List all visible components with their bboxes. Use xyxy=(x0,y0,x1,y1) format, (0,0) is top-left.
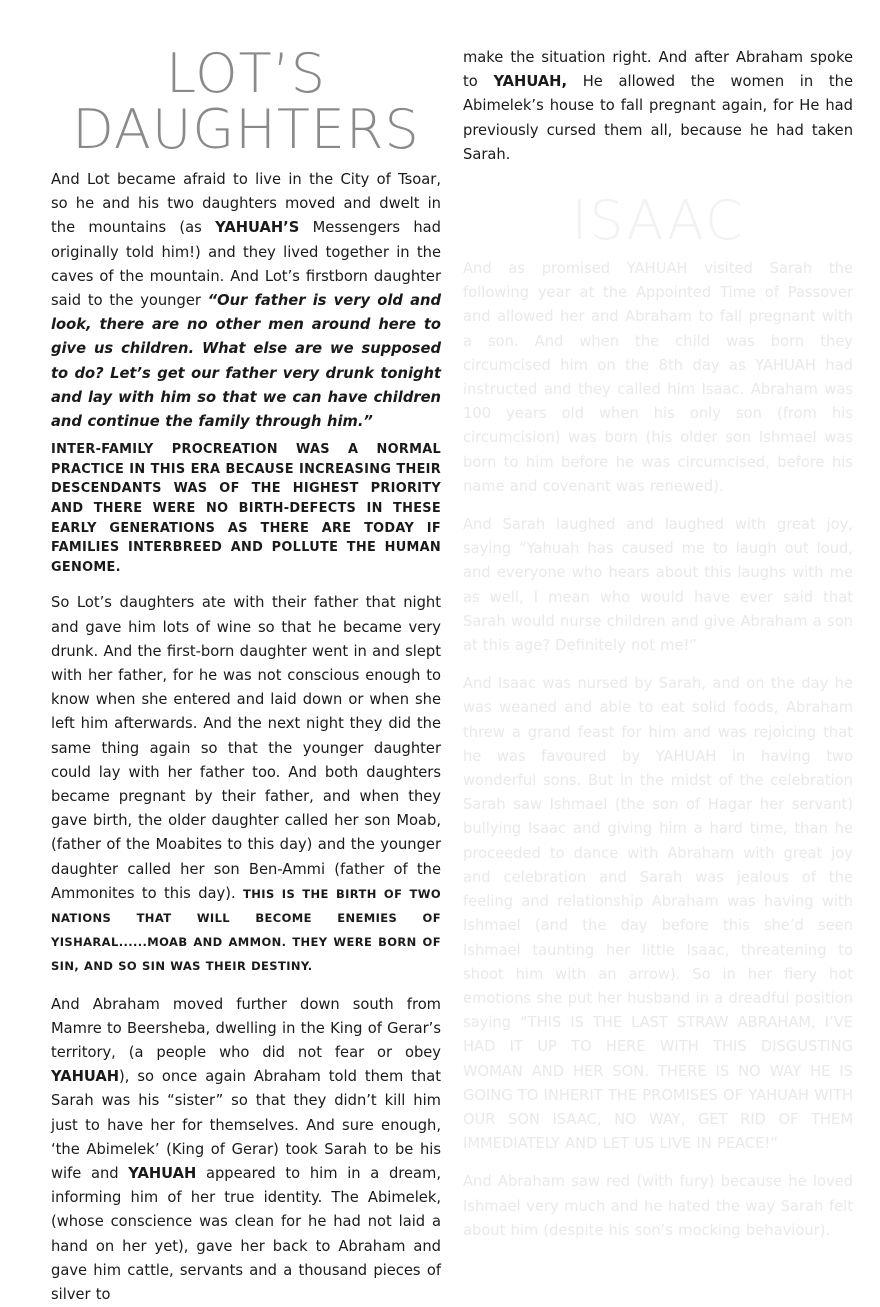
title-line-2: DAUGHTERS xyxy=(72,98,420,161)
daughter-quote: “Our father is very old and look, there are no other men around here to give us children. What else are we supposed to do? Let’s get our father very drunk tonight and lay with him so that we can have children and continue the family through him.” xyxy=(51,292,441,431)
title-line-1: LOT’S xyxy=(165,42,327,105)
faded-paragraph-1: And as promised YAHUAH visited Sarah the following year at the Appointed Time of Passover and allowed her and Abraham to fall pregnant with a son. And when the child was born they circumcised him on the 8th day as YAHUAH had instructed and they called him Isaac. Abraham was 100 years old when his only son (from his circumcision) was born (his older son Ishmael was born to him before he was circumcised, before his name and covenant was renewed). xyxy=(463,260,853,495)
yahuah-name: YAHUAH’S xyxy=(215,219,300,237)
page-title xyxy=(51,42,441,161)
faded-paragraph-2: And Sarah laughed and laughed with great joy, saying “Yahuah has caused me to laugh out loud, and everyone who hears about this laughs with me as well, I mean who would have ever said that Sarah would nurse children and give Abraham a son at this age? Definitely not me!” xyxy=(463,516,853,655)
procreation-note: INTER-FAMILY PROCREATION WAS A NORMAL PRACTICE IN THIS ERA BECAUSE INCREASING THEIR DESCENDANTS WAS OF THE HIGHEST PRIORITY AND THERE WERE NO BIRTH-DEFECTS IN THESE EARLY GENERATIONS AS THERE ARE TODAY IF FAMILIES INTERBREED AND POLLUTE THE HUMAN GENOME. xyxy=(51,442,441,575)
left-column xyxy=(51,0,441,1307)
faded-heading: ISAAC xyxy=(571,189,745,253)
faded-paragraph-4: And Abraham saw red (with fury) because he loved Ishmael very much and he hated the way Sarah felt about him (despite his son’s mocking behaviour). xyxy=(463,1173,853,1239)
faded-paragraph-3: And Isaac was nursed by Sarah, and on the day he was weaned and able to eat solid foods, Abraham threw a grand feast for him and was rejoicing that he was favoured by YAHUAH in having two wonderful sons. But in the midst of the celebration Sarah saw Ishmael (the son of Hagar her servant) bullying Isaac and giving him a hard time, than he proceeded to dance with Abraham with great joy and celebration and Sarah was jealous of the feeling and relationship Abraham was having with Ishmael (and the day before this she’d seen Ishmael taunting her little Isaac, threatening to shoot him with an arrow). So in her fiery hot emotions she put her husband in a dreadful position saying “THIS IS THE LAST STRAW ABRAHAM, I’VE HAD IT UP TO HERE WITH THIS DISGUSTING WOMAN AND HER SON. THERE IS NO WAY HE IS GOING TO INHERIT THE PROMISES OF YAHUAH WITH OUR SON ISAAC, NO WAY, GET RID OF THEM IMMEDIATELY AND LET US LIVE IN PEACE!” xyxy=(463,675,853,1153)
paragraph-abimelek: make the situation right. And after Abraham spoke to YAHUAH, He allowed the women in the Abimelek’s house to fall pregnant again, for He had previously cursed them all, because he had taken Sarah. xyxy=(463,49,853,163)
nations-note: THIS IS THE BIRTH OF TWO NATIONS THAT WILL BECOME ENEMIES OF YISHARAL......MOAB AND AMMON. THEY WERE BORN OF SIN, AND SO SIN WAS THEIR DESTINY. xyxy=(51,886,441,974)
paragraph-abraham-gerar: And Abraham moved further down south from Mamre to Beersheba, dwelling in the King of Gerar’s territory, (a people who did not fear or obey YAHUAH), so once again Abraham told them that Sarah was his “sister” so that they didn’t kill him just to have her for themselves. And sure enough, ‘the Abimelek’ (King of Gerar) took Sarah to be his wife and YAHUAH appeared to him in a dream, informing him of her true identity. The Abimelek, (whose conscience was clean for he had not laid a hand on her yet), gave her back to Abraham and gave him cattle, servants and a thousand pieces of silver to xyxy=(51,995,441,1304)
paragraph-lot-caves: And Lot became afraid to live in the City of Tsoar, so he and his two daughters moved and dwelt in the mountains (as YAHUAH’S Messengers had originally told him!) and they lived together in the caves of the mountain. And Lot’s firstborn daughter said to the younger “Our father is very old and look, there are no other men around here to give us children. What else are we supposed to do? Let’s get our father very drunk tonight and lay with him so that we can have children and continue the family through him.” xyxy=(51,171,441,431)
paragraph-daughters: So Lot’s daughters ate with their father that night and gave him lots of wine so that he became very drunk. And the first-born daughter went in and slept with her father, for he was not conscious enough to know when she entered and laid down or when she left him afterwards. And the next night they did the same thing again so that the younger daughter could lay with her father too. And both daughters became pregnant by their father, and when they gave birth, the older daughter called her son Moab, (father of the Moabites to this day) and the younger daughter called her son Ben-Ammi (father of the Ammonites to this day). THIS IS THE BIRTH OF TWO NATIONS THAT WILL BECOME ENEMIES OF YISHARAL......MOAB AND AMMON. THEY WERE BORN OF SIN, AND SO SIN WAS THEIR DESTINY. xyxy=(51,594,441,974)
faded-section xyxy=(463,191,853,1243)
right-column xyxy=(463,0,853,1243)
